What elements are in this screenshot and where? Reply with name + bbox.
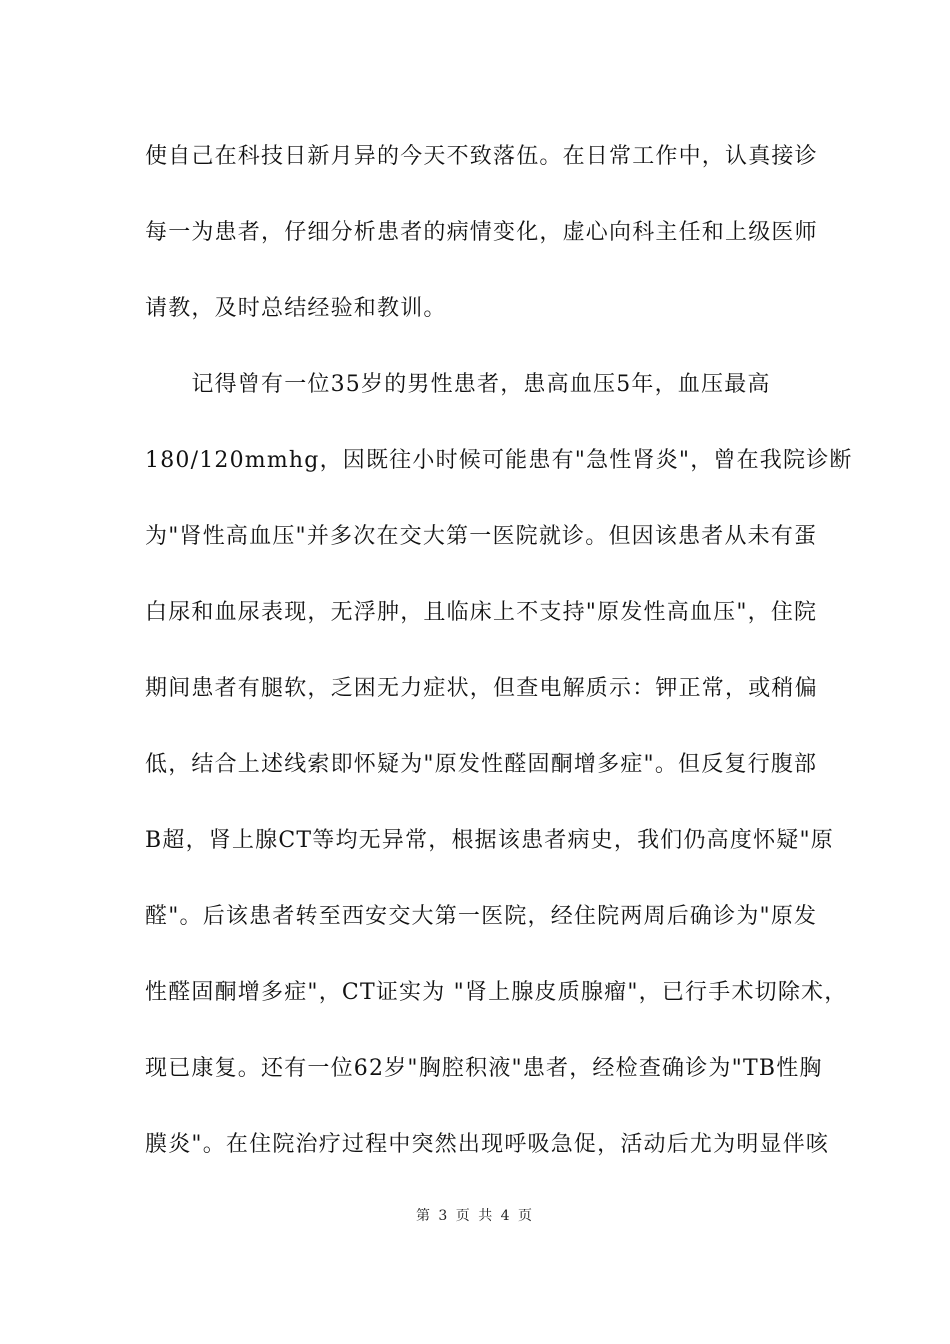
text-line: 为"肾性高血压"并多次在交大第一医院就诊。但因该患者从未有蛋 [145, 524, 818, 549]
text-line: B超，肾上腺CT等均无异常，根据该患者病史，我们仍高度怀疑"原 [145, 828, 834, 853]
text-line: 使自己在科技日新月异的今天不致落伍。在日常工作中，认真接诊 [145, 144, 818, 169]
text-line: 记得曾有一位35岁的男性患者，患高血压5年，血压最高 [145, 372, 771, 397]
text-line: 低，结合上述线索即怀疑为"原发性醛固酮增多症"。但反复行腹部 [145, 752, 818, 777]
text-line: 每一为患者，仔细分析患者的病情变化，虚心向科主任和上级医师 [145, 220, 818, 245]
text-line: 180/120mmhg，因既往小时候可能患有"急性肾炎"，曾在我院诊断 [145, 448, 853, 473]
text-line: 期间患者有腿软，乏困无力症状，但查电解质示：钾正常，或稍偏 [145, 676, 818, 701]
text-line: 现已康复。还有一位62岁"胸腔积液"患者，经检查确诊为"TB性胸 [145, 1056, 823, 1081]
text-line: 白尿和血尿表现，无浮肿，且临床上不支持"原发性高血压"，住院 [145, 600, 818, 625]
page-footer: 第 3 页 共 4 页 [415, 1208, 535, 1224]
text-line: 膜炎"。在住院治疗过程中突然出现呼吸急促，活动后尤为明显伴咳 [145, 1132, 830, 1157]
text-line: 醛"。后该患者转至西安交大第一医院，经住院两周后确诊为"原发 [145, 904, 818, 929]
text-line: 性醛固酮增多症"，CT证实为 "肾上腺皮质腺瘤"，已行手术切除术， [145, 980, 848, 1005]
body-text [145, 134, 853, 1198]
text-line: 请教，及时总结经验和教训。 [145, 296, 447, 321]
